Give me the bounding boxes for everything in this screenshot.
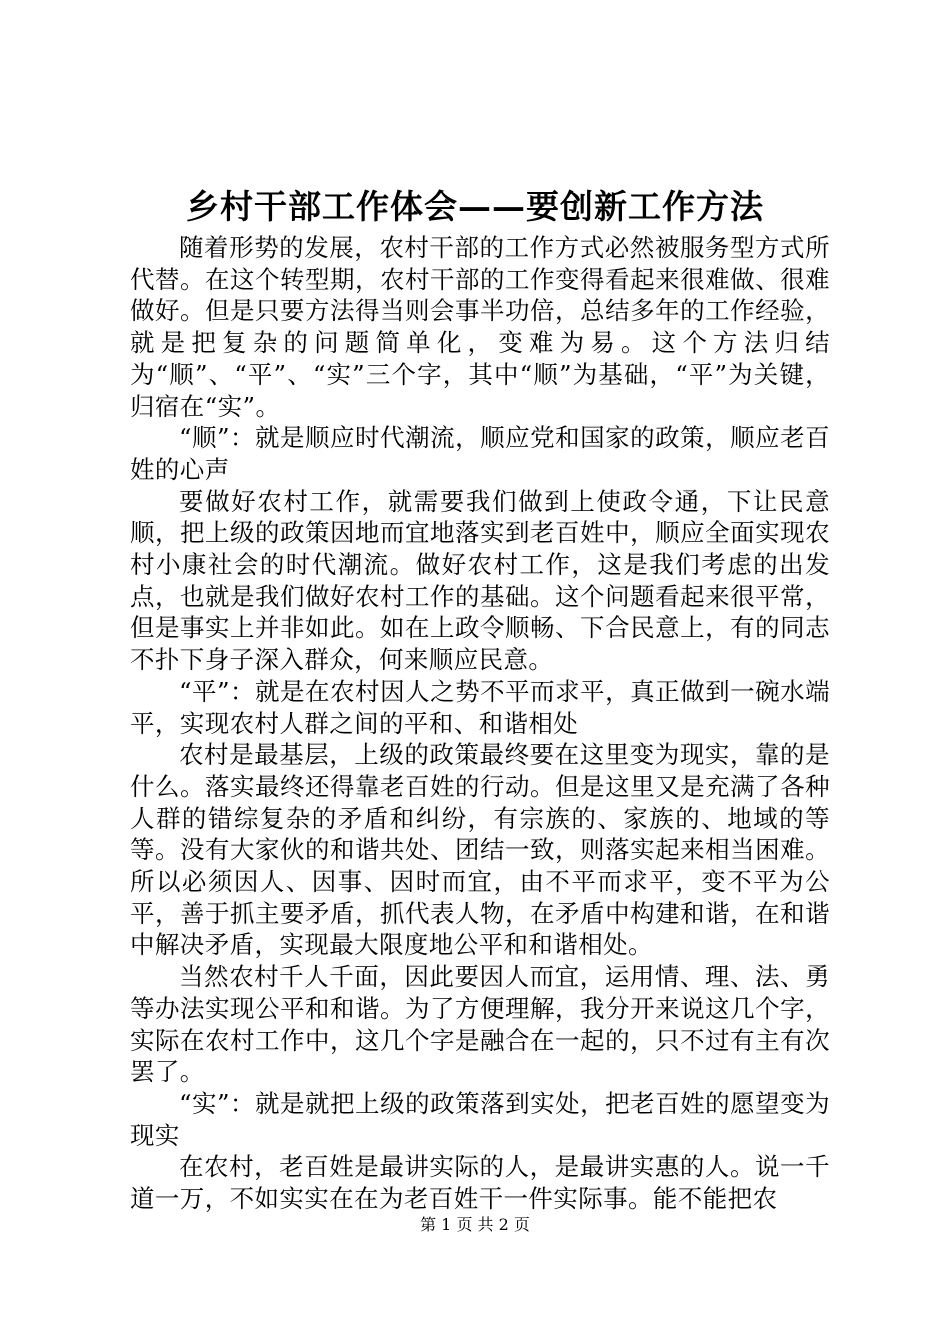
paragraph: 当然农村千人千面，因此要因人而宜，运用情、理、法、勇等办法实现公平和和谐。为了方便理解，我分开来说这几个字，实际在农村工作中，这几个字是融合在一起的，只不过有主有次罢了。 (130, 962, 830, 1087)
paragraph: 要做好农村工作，就需要我们做到上使政令通，下让民意顺，把上级的政策因地而宜地落实到老百姓中，顺应全面实现农村小康社会的时代潮流。做好农村工作，这是我们考虑的出发点，也就是我们做好农村工作的基础。这个问题看起来很平常，但是事实上并非如此。如在上政令顺畅、下合民意上，有的同志不扑下身子深入群众，何来顺应民意。 (130, 486, 830, 675)
document-body (130, 232, 830, 1214)
paragraph: “顺”：就是顺应时代潮流，顺应党和国家的政策，顺应老百姓的心声 (130, 423, 830, 484)
paragraph: 在农村，老百姓是最讲实际的人，是最讲实惠的人。说一千道一万，不如实实在在为老百姓干一件实际事。能不能把农 (130, 1152, 830, 1214)
document-title: 乡村干部工作体会——要创新工作方法 (186, 187, 764, 226)
paragraph: “平”：就是在农村因人之势不平而求平，真正做到一碗水端平，实现农村人群之间的平和、和谐相处 (130, 676, 830, 738)
paragraph: “实”：就是就把上级的政策落到实处，把老百姓的愿望变为现实 (130, 1088, 830, 1150)
paragraph: 农村是最基层，上级的政策最终要在这里变为现实，靠的是什么。落实最终还得靠老百姓的行动。但是这里又是充满了各种人群的错综复杂的矛盾和纠纷，有宗族的、家族的、地域的等等。没有大家伙的和谐共处、团结一致，则落实起来相当困难。所以必须因人、因事、因时而宜，由不平而求平，变不平为公平，善于抓主要矛盾，抓代表人物，在矛盾中构建和谐，在和谐中解决矛盾，实现最大限度地公平和和谐相处。 (130, 740, 830, 960)
paragraph: 随着形势的发展，农村干部的工作方式必然被服务型方式所代替。在这个转型期，农村干部的工作变得看起来很难做、很难做好。但是只要方法得当则会事半功倍，总结多年的工作经验，就是把复杂的问题简单化，变难为易。这个方法归结为“顺”、“平”、“实”三个字，其中“顺”为基础，“平”为关键，归宿在“实”。 (130, 233, 830, 421)
page-footer: 第 1 页 共 2 页 (420, 1215, 530, 1234)
